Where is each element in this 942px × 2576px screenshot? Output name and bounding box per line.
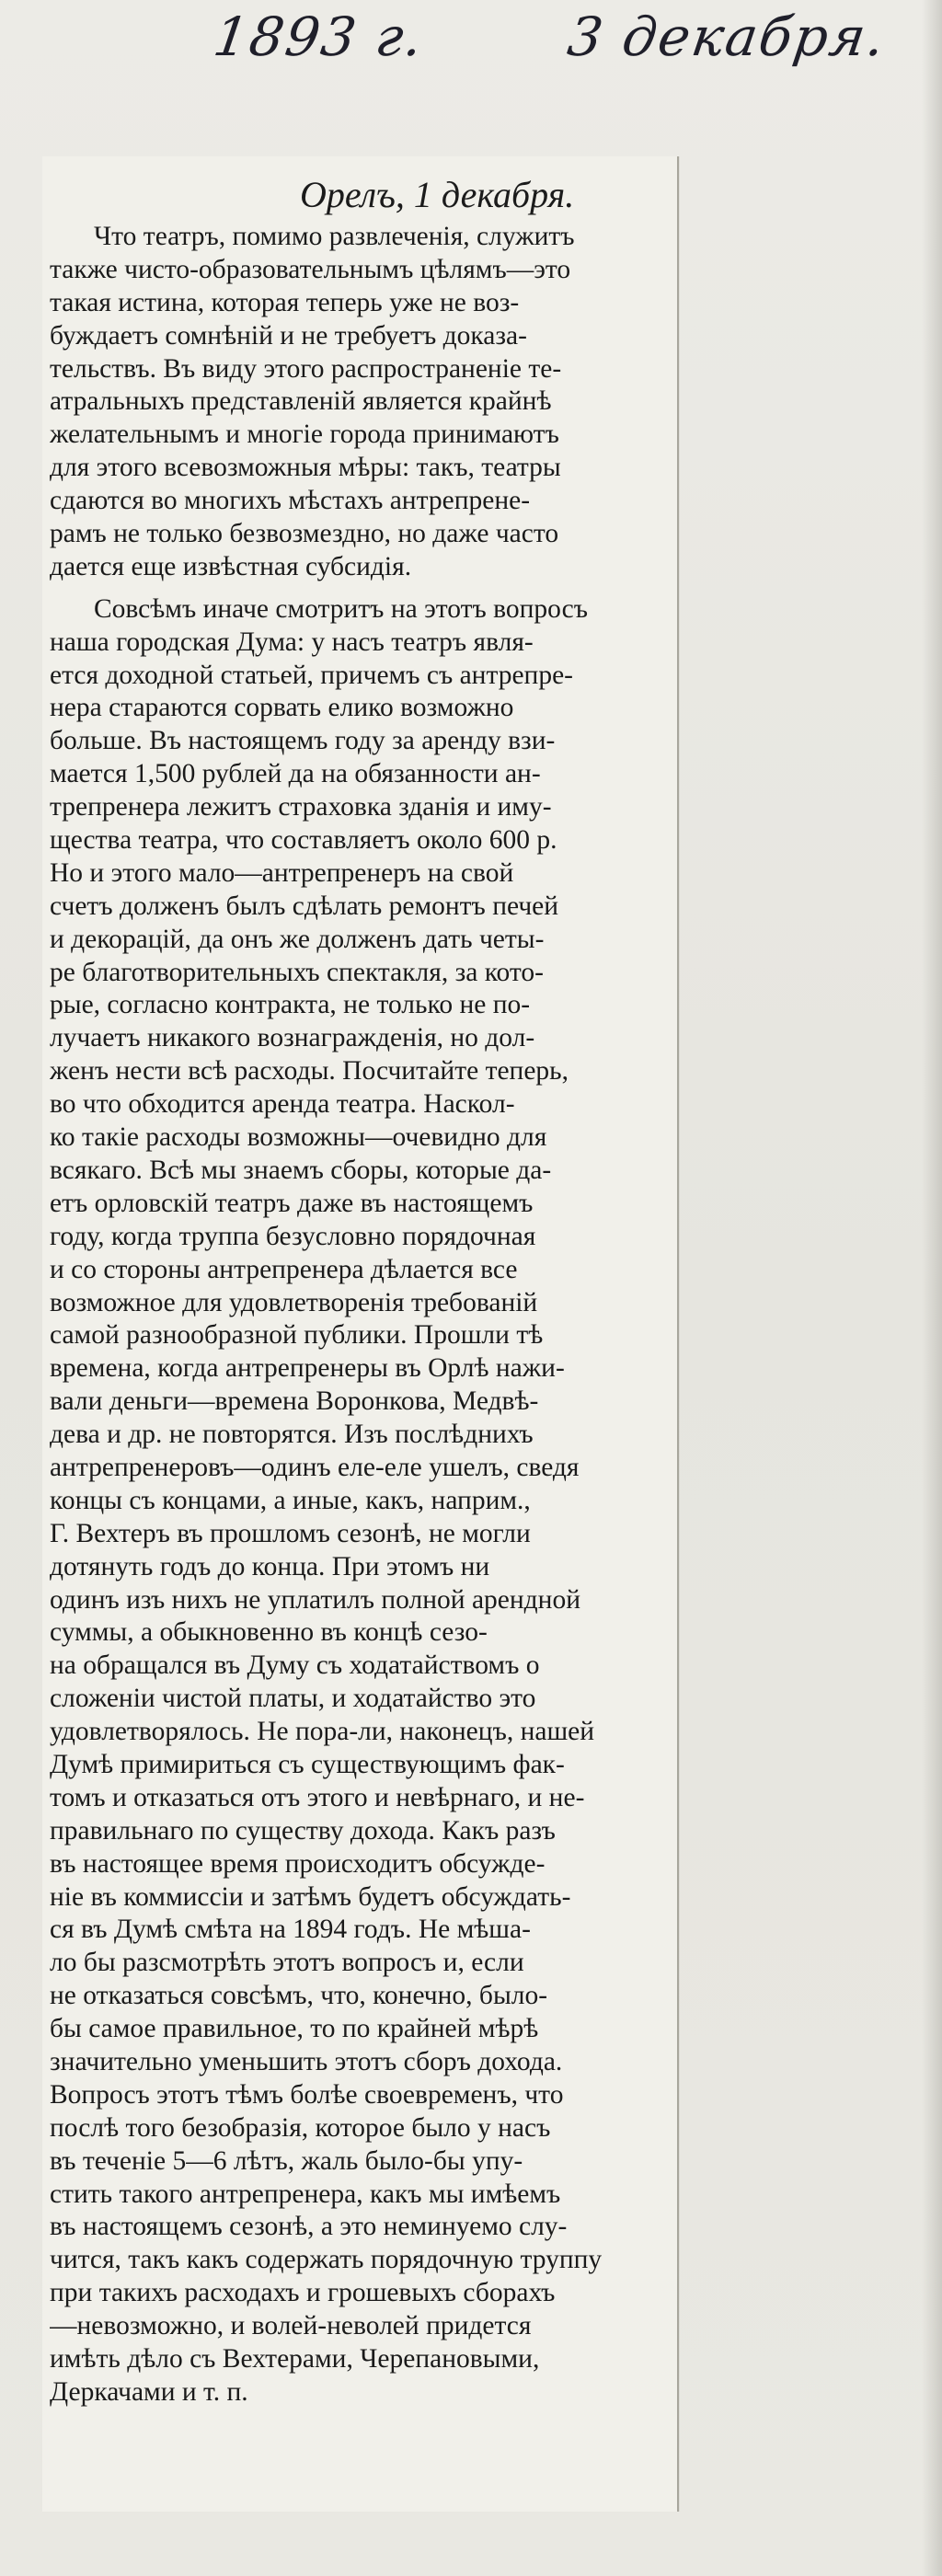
text-line: щества театра, что составляетъ около 600 р. bbox=[50, 825, 557, 856]
handwritten-day: 3 декабря. bbox=[564, 6, 890, 68]
text-line: ко такіе расходы возможны—очевидно для bbox=[50, 1122, 547, 1153]
text-line: ся въ Думѣ смѣта на 1894 годъ. Не мѣша- bbox=[50, 1915, 531, 1945]
text-line: ніе въ коммиссіи и затѣмъ будетъ обсуждать- bbox=[50, 1881, 571, 1912]
text-line: ре благотворительныхъ спектакля, за кото- bbox=[50, 957, 544, 987]
text-line: рые, согласно контракта, не только не по- bbox=[50, 990, 531, 1020]
text-line: для этого всевозможныя мѣры: такъ, театры bbox=[50, 453, 561, 483]
text-line: возможное для удовлетворенія требованій bbox=[50, 1287, 538, 1317]
text-line: ло бы разсмотрѣть этотъ вопросъ и, если bbox=[50, 1948, 524, 1978]
text-line: концы съ концами, а иные, какъ, наприм., bbox=[50, 1485, 531, 1515]
newspaper-clipping bbox=[42, 156, 679, 2512]
text-line: значительно уменьшить этотъ сборъ дохода. bbox=[50, 2046, 563, 2076]
text-line: суммы, а обыкновенно въ концѣ сезо- bbox=[50, 1617, 488, 1648]
text-line: всякаго. Всѣ мы знаемъ сборы, которые да- bbox=[50, 1155, 552, 1185]
text-line: въ теченіе 5—6 лѣтъ, жаль было-бы упу- bbox=[50, 2145, 523, 2176]
text-line: —невозможно, и волей-неволей придется bbox=[50, 2311, 532, 2341]
text-line: году, когда труппа безусловно порядочная bbox=[50, 1221, 536, 1251]
text-line: Г. Вехтеръ въ прошломъ сезонѣ, не могли bbox=[50, 1518, 531, 1548]
text-line: дается еще извѣстная субсидія. bbox=[50, 551, 412, 581]
text-line: Думѣ примириться съ существующимъ фак- bbox=[50, 1749, 565, 1779]
text-line: во что обходится аренда театра. Наскол- bbox=[50, 1089, 515, 1120]
handwritten-year: 1893 г. bbox=[210, 6, 429, 68]
text-line: въ настоящее время происходитъ обсужде- bbox=[50, 1848, 546, 1879]
text-line: Но и этого мало—антрепренеръ на свой bbox=[50, 857, 514, 888]
text-line: буждаетъ сомнѣній и не требуетъ доказа- bbox=[50, 320, 527, 351]
text-line: чится, такъ какъ содержать порядочную труппу bbox=[50, 2245, 603, 2275]
text-line: имѣть дѣло съ Вехтерами, Черепановыми, bbox=[50, 2344, 540, 2374]
page-edge-shadow bbox=[922, 0, 942, 2576]
text-line: антрепренеровъ—одинъ еле-еле ушелъ, сведя bbox=[50, 1452, 580, 1482]
article-dateline: Орелъ, 1 декабря. bbox=[300, 174, 575, 215]
text-line: больше. Въ настоящемъ году за аренду взи- bbox=[50, 726, 556, 756]
article-paragraph bbox=[50, 221, 666, 584]
text-line: самой разнообразной публики. Прошли тѣ bbox=[50, 1320, 544, 1351]
text-line: Совсѣмъ иначе смотритъ на этотъ вопросъ bbox=[94, 593, 588, 624]
text-line: не отказаться совсѣмъ, что, конечно, было- bbox=[50, 1981, 548, 2011]
text-line: времена, когда антрепренеры въ Орлѣ нажи- bbox=[50, 1353, 565, 1384]
handwritten-date bbox=[208, 6, 917, 79]
text-line: женъ нести всѣ расходы. Посчитайте теперь, bbox=[50, 1056, 569, 1087]
text-line: наша городская Дума: у насъ театръ явля- bbox=[50, 627, 534, 657]
text-line: Что театръ, помимо развлеченія, служитъ bbox=[94, 222, 575, 251]
text-line: правильнаго по существу дохода. Какъ разъ bbox=[50, 1815, 556, 1846]
text-line: дева и др. не повторятся. Изъ послѣднихъ bbox=[50, 1420, 534, 1450]
text-line: бы самое правильное, то по крайней мѣрѣ bbox=[50, 2014, 539, 2044]
text-line: етъ орловскій театръ даже въ настоящемъ bbox=[50, 1188, 534, 1218]
text-line: въ настоящемъ сезонѣ, а это неминуемо слу- bbox=[50, 2212, 568, 2242]
text-line: удовлетворялось. Не пора-ли, наконецъ, нашей bbox=[50, 1717, 595, 1747]
text-line: мается 1,500 рублей да на обязанности ан- bbox=[50, 759, 541, 789]
text-line: вали деньги—времена Воронкова, Медвѣ- bbox=[50, 1386, 539, 1417]
text-line: лучаетъ никакого вознагражденія, но дол- bbox=[50, 1023, 535, 1053]
text-line: Деркачами и т. п. bbox=[50, 2376, 248, 2407]
text-line: желательнымъ и многіе города принимаютъ bbox=[50, 420, 559, 450]
text-line: тельствъ. Въ виду этого распространеніе те- bbox=[50, 353, 562, 384]
text-line: атральныхъ представленій является крайнѣ bbox=[50, 386, 552, 417]
text-line: сложеніи чистой платы, и ходатайство это bbox=[50, 1684, 536, 1714]
text-line: при такихъ расходахъ и грошевыхъ сборахъ bbox=[50, 2278, 556, 2308]
text-line: счетъ долженъ былъ сдѣлать ремонтъ печей bbox=[50, 891, 559, 921]
text-line: послѣ того безобразія, которое было у насъ bbox=[50, 2112, 551, 2143]
text-line: стить такого антрепренера, какъ мы имѣемъ bbox=[50, 2179, 561, 2209]
text-line: томъ и отказаться отъ этого и невѣрнаго, и не- bbox=[50, 1782, 585, 1812]
text-line: и со стороны антрепренера дѣлается все bbox=[50, 1254, 518, 1284]
text-line: рамъ не только безвозмездно, но даже часто bbox=[50, 519, 559, 549]
text-line: одинъ изъ нихъ не уплатилъ полной арендной bbox=[50, 1584, 581, 1615]
text-line: также чисто-образовательнымъ цѣлямъ—это bbox=[50, 254, 571, 284]
article-body bbox=[50, 221, 666, 2419]
text-line: и декорацій, да онъ же долженъ дать четы- bbox=[50, 924, 545, 954]
text-line: нера стараются сорвать елико возможно bbox=[50, 693, 514, 723]
text-line: Вопросъ этотъ тѣмъ болѣе своевременъ, что bbox=[50, 2079, 564, 2110]
text-line: ется доходной статьей, причемъ съ антрепре- bbox=[50, 660, 573, 690]
text-line: сдаются во многихъ мѣстахъ антрепрене- bbox=[50, 486, 531, 516]
text-line: трепренера лежитъ страховка зданія и иму- bbox=[50, 792, 552, 822]
article-paragraph bbox=[50, 593, 666, 2409]
text-line: такая истина, которая теперь уже не воз- bbox=[50, 287, 520, 317]
text-line: на обращался въ Думу съ ходатайствомъ о bbox=[50, 1650, 540, 1681]
text-line: дотянуть годъ до конца. При этомъ ни bbox=[50, 1551, 490, 1581]
